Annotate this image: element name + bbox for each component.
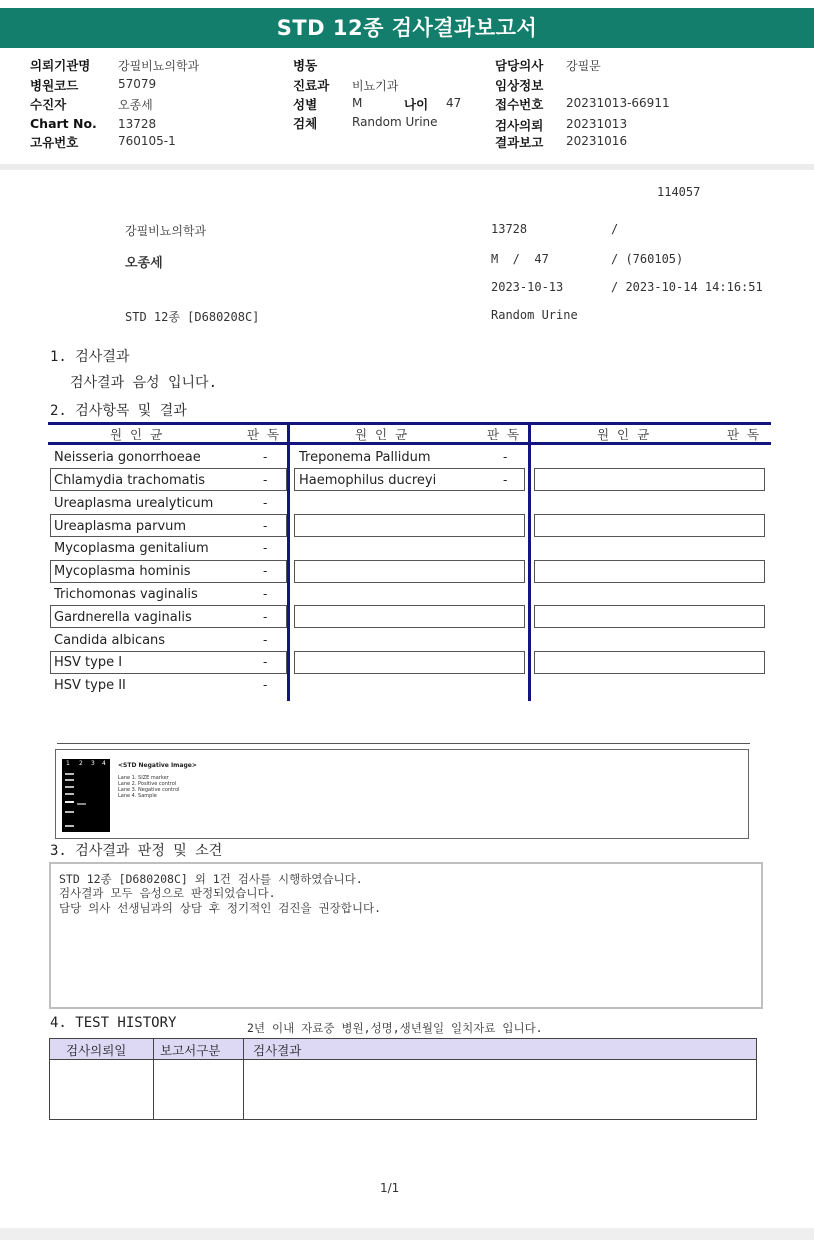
receipt-value: 20231013-66911 [566, 96, 670, 110]
summary-name: 오종세 [125, 256, 163, 271]
marker-band [65, 779, 74, 781]
summary-clinic: 강필비뇨의학과 [125, 224, 207, 238]
pathogen-result: - [263, 519, 268, 533]
summary-chart: 13728 [491, 222, 528, 236]
row-box [294, 560, 525, 583]
section1-title: 1. 검사결과 [50, 349, 130, 365]
clinical-label: 임상정보 [495, 78, 544, 93]
report-title: STD 12종 검사결과보고서 [0, 8, 814, 48]
col3-result-header: 판 독 [727, 427, 762, 442]
comment-line: STD 12종 [D680208C] 외 1건 검사를 시행하였습니다. [59, 872, 363, 886]
result-value: 20231016 [566, 134, 628, 148]
col1-result-header: 판 독 [247, 427, 282, 442]
department-value: 비뇨기과 [352, 79, 399, 93]
col2-result-header: 판 독 [487, 427, 522, 442]
request-value: 20231013 [566, 117, 628, 131]
institution-label: 의뢰기관명 [30, 58, 91, 73]
receipt-label: 접수번호 [495, 97, 544, 112]
table-col-divider-1 [287, 422, 290, 701]
history-col-divider [243, 1039, 244, 1119]
summary-id-number: 114057 [657, 185, 701, 199]
age-label: 나이 [404, 97, 429, 112]
history-col-divider [153, 1039, 154, 1119]
lane-number: 4 [102, 760, 106, 767]
lane-number: 1 [66, 760, 70, 767]
summary-specimen: Random Urine [491, 308, 578, 322]
pathogen-result: - [263, 541, 268, 555]
recipient-label: 수진자 [30, 97, 67, 112]
pathogen-name: HSV type I [54, 655, 123, 670]
request-label: 검사의뢰 [495, 118, 544, 133]
comment-line: 검사결과 모두 음성으로 판정되었습니다. [59, 886, 276, 900]
pathogen-name: HSV type II [54, 678, 126, 693]
col3-pathogen-header: 원 인 균 [597, 427, 652, 442]
pathogen-result: - [263, 473, 268, 487]
pathogen-name: Treponema Pallidum [299, 450, 431, 465]
marker-band [65, 811, 74, 813]
unique-no-value: 760105-1 [118, 134, 176, 148]
pathogen-result: - [503, 450, 508, 464]
gel-legend-item: Lane 3. Negative control [118, 787, 180, 793]
gel-legend-item: Lane 4. Sample [118, 793, 157, 799]
department-label: 진료과 [293, 78, 330, 93]
pathogen-result: - [263, 655, 268, 669]
ward-label: 병동 [293, 58, 318, 73]
history-table-header [50, 1039, 756, 1060]
doctor-value: 강필문 [566, 59, 601, 73]
age-value: 47 [446, 96, 462, 110]
chart-no-value: 13728 [118, 117, 157, 131]
marker-band [65, 786, 74, 788]
page-number: 1/1 [380, 1181, 400, 1195]
specimen-value: Random Urine [352, 115, 438, 129]
summary-request-date: 2023-10-13 [491, 280, 564, 294]
summary-slash: / [611, 222, 619, 236]
pathogen-name: Ureaplasma parvum [54, 519, 187, 534]
gel-electrophoresis-image [62, 759, 110, 832]
pathogen-name: Mycoplasma genitalium [54, 541, 209, 556]
marker-band [65, 801, 74, 803]
row-box [294, 605, 525, 628]
summary-test-code: STD 12종 [D680208C] [125, 310, 260, 324]
row-box [534, 560, 765, 583]
marker-band [65, 773, 74, 775]
marker-band [65, 793, 74, 795]
comment-line: 담당 의사 선생님과의 상담 후 정기적인 검진을 권장합니다. [59, 901, 382, 915]
history-header-result: 검사결과 [253, 1043, 302, 1058]
sex-label: 성별 [293, 97, 318, 112]
lane-number: 3 [91, 760, 95, 767]
history-note: 2년 이내 자료중 병원,성명,생년월일 일치자료 입니다. [247, 1021, 543, 1035]
specimen-label: 검체 [293, 116, 318, 131]
col1-pathogen-header: 원 인 균 [110, 427, 165, 442]
pathogen-name: Gardnerella vaginalis [54, 610, 192, 625]
unique-no-label: 고유번호 [30, 135, 79, 150]
row-box [294, 514, 525, 537]
gel-legend-item: Lane 1. SIZE marker [118, 775, 169, 781]
pathogen-result: - [263, 678, 268, 692]
hospital-code-label: 병원코드 [30, 78, 79, 93]
section1-text: 검사결과 음성 입니다. [70, 375, 218, 391]
pathogen-name: Haemophilus ducreyi [299, 473, 437, 488]
image-top-rule [57, 743, 750, 744]
row-box [534, 605, 765, 628]
section4-title: 4. TEST HISTORY [50, 1015, 177, 1031]
table-col-divider-2 [528, 422, 531, 701]
pathogen-name: Ureaplasma urealyticum [54, 496, 214, 511]
gel-legend-item: Lane 2. Positive control [118, 781, 177, 787]
section3-title: 3. 검사결과 판정 및 소견 [50, 843, 223, 859]
recipient-value: 오종세 [118, 98, 153, 112]
pathogen-name: Neisseria gonorrhoeae [54, 450, 201, 465]
section2-title: 2. 검사항목 및 결과 [50, 403, 187, 419]
history-header-request-date: 검사의뢰일 [66, 1043, 127, 1058]
col2-pathogen-header: 원 인 균 [355, 427, 410, 442]
row-box [534, 514, 765, 537]
gel-legend [118, 762, 238, 799]
pathogen-result: - [263, 496, 268, 510]
pathogen-name: Chlamydia trachomatis [54, 473, 206, 488]
gel-image-title: <STD Negative Image> [118, 762, 197, 769]
marker-band [65, 825, 74, 827]
pathogen-result: - [263, 450, 268, 464]
summary-report-datetime: / 2023-10-14 14:16:51 [611, 280, 763, 294]
pathogen-result: - [263, 587, 268, 601]
history-header-report-type: 보고서구분 [160, 1043, 221, 1058]
pathogen-name: Trichomonas vaginalis [54, 587, 198, 602]
pathogen-name: Candida albicans [54, 633, 166, 648]
pathogen-result: - [263, 633, 268, 647]
sex-value: M [352, 96, 363, 110]
footer-bar [0, 1228, 814, 1240]
row-box [294, 651, 525, 674]
pathogen-result: - [503, 473, 508, 487]
summary-sex-age: M / 47 [491, 252, 549, 266]
header-divider [0, 164, 814, 170]
pathogen-result: - [263, 564, 268, 578]
chart-no-label: Chart No. [30, 116, 97, 131]
row-box [534, 468, 765, 491]
summary-birth: / (760105) [611, 252, 684, 266]
pathogen-name: Mycoplasma hominis [54, 564, 191, 579]
doctor-label: 담당의사 [495, 58, 544, 73]
row-box [534, 651, 765, 674]
hospital-code-value: 57079 [118, 77, 157, 91]
pathogen-result: - [263, 610, 268, 624]
lane-number: 2 [79, 760, 83, 767]
result-label: 결과보고 [495, 135, 544, 150]
positive-control-band [77, 803, 86, 805]
institution-value: 강필비뇨의학과 [118, 59, 200, 73]
